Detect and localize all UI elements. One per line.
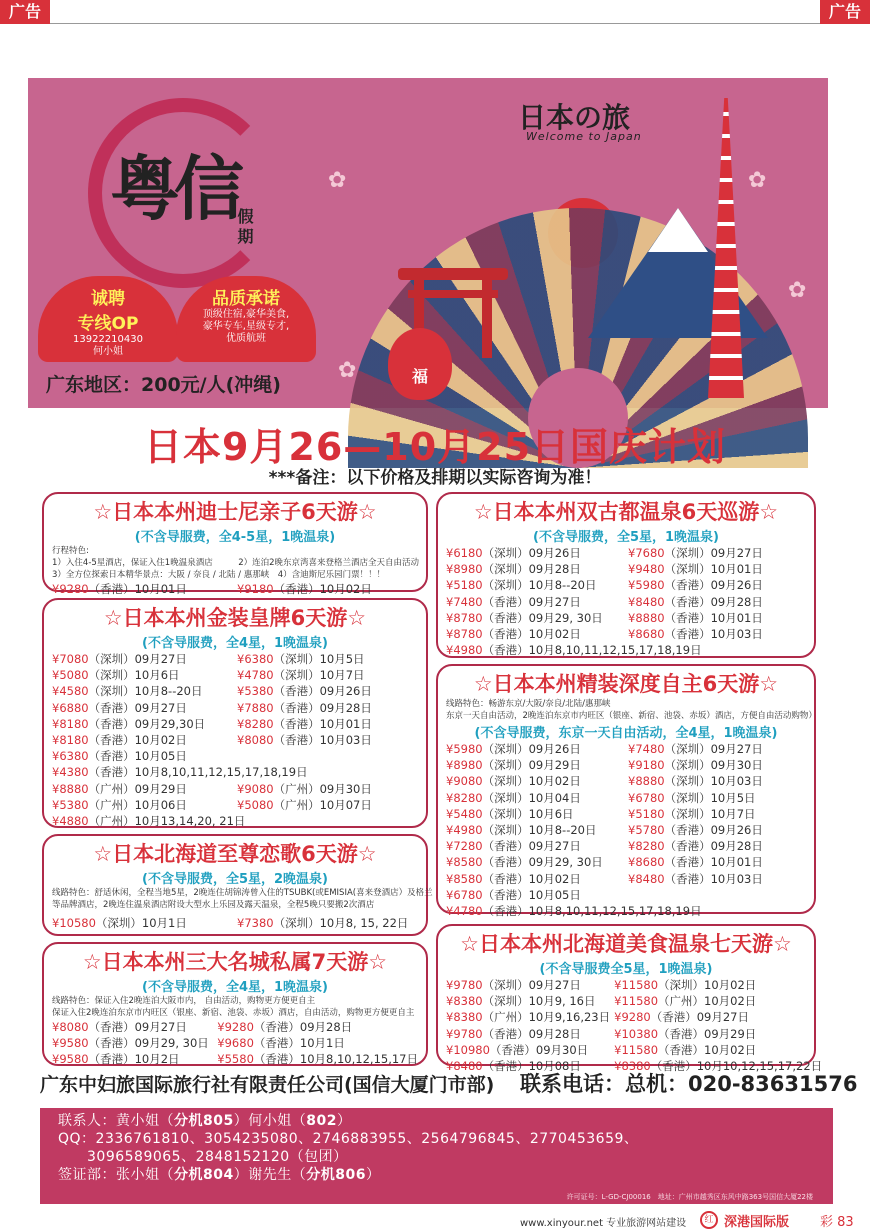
price-row xyxy=(237,732,418,748)
departure-date: （深圳）10月8, 15, 22日 xyxy=(273,916,409,930)
departure-date: （香港）09月28日 xyxy=(664,839,763,854)
price-row xyxy=(237,700,418,716)
contact-footer xyxy=(40,1108,833,1204)
departure-date: （深圳）09月30日 xyxy=(664,758,763,773)
qq-line: QQ：2336761810、3054235080、2746883955、2564796845、2770453659、 xyxy=(58,1131,639,1147)
price-row xyxy=(446,1026,610,1042)
price-row xyxy=(52,748,418,764)
departure-date: （香港）10月10,12,15,17,22日 xyxy=(650,1059,823,1074)
price-value: ¥6380 xyxy=(52,749,89,764)
price-list xyxy=(52,651,418,748)
price-value: ¥5980 xyxy=(628,578,665,593)
price-value: ¥5180 xyxy=(446,578,483,593)
price-value: ¥8880 xyxy=(52,781,89,796)
departure-date: （香港）09月27日 xyxy=(88,1020,187,1034)
departure-date: （深圳）09月27日 xyxy=(88,652,187,666)
price-row xyxy=(628,610,806,626)
departure-date: （香港）10月1日 xyxy=(253,1036,345,1051)
price-row xyxy=(628,626,806,642)
visa-line: 签证部：张小姐（分机804）谢先生（分机806） xyxy=(58,1167,381,1183)
card-title: ☆日本本州北海道美食温泉七天游☆ xyxy=(460,932,792,956)
price-value: ¥8280 xyxy=(446,790,483,805)
departure-date: （香港）10月02日 xyxy=(658,1042,757,1057)
price-row xyxy=(628,854,806,870)
departure-date: （深圳）10月8--20日 xyxy=(482,823,597,838)
card-castles xyxy=(42,942,428,1066)
price-value: ¥5380 xyxy=(52,797,89,812)
feature-text: 行程特色: xyxy=(52,546,89,556)
departure-date: （香港）10月8,10,11,12,15,17,18,19日 xyxy=(482,643,702,658)
price-row xyxy=(628,838,806,854)
card-disney xyxy=(42,492,428,596)
price-row xyxy=(628,773,806,789)
departure-date: （香港）10月01日 xyxy=(88,582,187,596)
price-row xyxy=(614,1009,822,1025)
price-value: ¥9680 xyxy=(217,1036,254,1051)
price-row xyxy=(446,822,624,838)
card-title: ☆日本本州三大名城私属7天游☆ xyxy=(82,950,388,974)
price-value: ¥8480 xyxy=(628,871,665,886)
departure-date: （香港）09月28日 xyxy=(273,700,372,715)
contact-line: 联系人：黄小姐（分机805）何小姐（802） xyxy=(58,1113,352,1129)
feature-text: 线路特色：保证入住2晚连泊大阪市内， 自由活动，购物更方便更自主 xyxy=(52,996,316,1006)
quality-badge: 品质承诺 顶级住宿,豪华美食, 豪华专车,星级专才, 优质航班 xyxy=(176,276,316,362)
price-row xyxy=(628,741,806,757)
price-list xyxy=(52,748,418,780)
departure-date: （广州）10月02日 xyxy=(658,994,757,1009)
price-value: ¥8080 xyxy=(237,733,274,748)
departure-date: （深圳）09月28日 xyxy=(482,562,581,577)
departure-date: （香港）09月27日 xyxy=(650,1010,749,1025)
price-value: ¥9280 xyxy=(217,1020,254,1034)
departure-date: （广州）09月29日 xyxy=(88,781,187,796)
price-value: ¥6780 xyxy=(628,790,665,805)
price-list xyxy=(52,1019,418,1068)
price-value: ¥5080 xyxy=(237,797,274,812)
price-row xyxy=(52,781,233,797)
departure-date: （香港）10月01日 xyxy=(664,855,763,870)
departure-date: （深圳）10月9, 16日 xyxy=(482,994,596,1009)
price-value: ¥10580 xyxy=(52,916,96,930)
price-row xyxy=(628,577,806,593)
sakura-icon: ✿ xyxy=(748,168,767,193)
price-value: ¥6380 xyxy=(237,652,274,666)
price-value: ¥4780 xyxy=(237,668,274,683)
price-value: ¥5780 xyxy=(628,823,665,838)
price-value: ¥6180 xyxy=(446,546,483,560)
price-row xyxy=(628,561,806,577)
page-footer xyxy=(0,1210,870,1230)
price-row xyxy=(446,610,624,626)
publication-name: 深港国际版 xyxy=(724,1215,790,1230)
snowcap-icon xyxy=(648,208,708,252)
ad-tag-left: 广告 xyxy=(0,0,50,24)
price-value: ¥4780 xyxy=(446,904,483,919)
price-value: ¥6880 xyxy=(52,700,89,715)
departure-date: （深圳）10月03日 xyxy=(664,774,763,789)
price-value: ¥8380 xyxy=(614,1059,651,1074)
price-value: ¥4880 xyxy=(52,814,89,829)
price-row xyxy=(52,813,418,829)
price-row xyxy=(52,1019,213,1035)
feature-text: 保证入住2晚连泊东京市内旺区（银座、新宿、池袋、赤坂）酒店，自由活动，购物更方便更自主 xyxy=(52,1008,415,1018)
price-value: ¥4380 xyxy=(52,765,89,780)
departure-date: （香港）09月27日 xyxy=(88,700,187,715)
price-value: ¥9780 xyxy=(446,978,483,992)
price-row xyxy=(628,806,806,822)
price-value: ¥7680 xyxy=(628,546,665,560)
price-value: ¥8380 xyxy=(446,994,483,1009)
region-price: 广东地区：200元/人(冲绳) xyxy=(46,374,281,396)
hero-banner xyxy=(28,78,828,408)
price-value: ¥8180 xyxy=(52,733,89,748)
departure-date: （广州）10月07日 xyxy=(273,797,372,812)
price-row xyxy=(446,594,624,610)
departure-date: （香港）10月2日 xyxy=(88,1052,180,1067)
price-value: ¥8380 xyxy=(446,1010,483,1025)
feature-text: 东京一天自由活动，2晚连泊东京市内旺区（银座、新宿、池袋、赤坂）酒店，方便自由活动购物） xyxy=(446,711,817,721)
feature-text: 线路特色：畅游东京/大阪/奈良/北陆/惠那峡 xyxy=(446,699,611,709)
feature-text: 1）入住4-5星酒店，保证入住1晚温泉酒店 2）连泊2晚东京湾喜来登格兰酒店全天自由活动 xyxy=(52,558,420,568)
price-row xyxy=(446,887,806,903)
contact-phone: 联系电话：总机：020-83631576 xyxy=(520,1072,858,1096)
card-title: ☆日本本州双古都温泉6天巡游☆ xyxy=(473,500,779,524)
price-row xyxy=(446,854,624,870)
price-value: ¥8480 xyxy=(628,594,665,609)
price-value: ¥4980 xyxy=(446,823,483,838)
daruma-icon: 福 xyxy=(388,328,452,400)
price-value: ¥9080 xyxy=(446,774,483,789)
price-row xyxy=(446,741,624,757)
departure-date: （香港）09月28日 xyxy=(664,594,763,609)
price-value: ¥9780 xyxy=(446,1026,483,1041)
price-list xyxy=(446,887,806,919)
price-row xyxy=(446,806,624,822)
price-value: ¥7480 xyxy=(446,594,483,609)
card-subtitle: (不含导服费，全4-5星，1晚温泉) xyxy=(134,530,336,545)
price-row xyxy=(237,581,418,597)
brand-logo-sub: 假期 xyxy=(235,208,254,248)
qq-line: 3096589065、2848152120（包团） xyxy=(58,1149,348,1165)
price-row xyxy=(446,626,624,642)
price-list xyxy=(52,581,418,597)
departure-date: （深圳）10月5日 xyxy=(273,652,365,666)
card-title: ☆日本本州精装深度自主6天游☆ xyxy=(473,672,779,696)
price-row xyxy=(628,822,806,838)
price-list xyxy=(446,741,806,887)
departure-date: （深圳）09月26日 xyxy=(482,742,581,756)
price-row xyxy=(237,651,418,667)
departure-date: （广州）10月06日 xyxy=(88,797,187,812)
price-list xyxy=(52,813,418,829)
price-value: ¥9280 xyxy=(614,1010,651,1025)
departure-date: （香港）10月8,10,11,12,15,17,18,19日 xyxy=(88,765,308,780)
card-title: ☆日本本州迪士尼亲子6天游☆ xyxy=(93,500,377,524)
departure-date: （香港）09月26日 xyxy=(664,823,763,838)
price-row xyxy=(628,545,806,561)
price-row xyxy=(446,1042,610,1058)
departure-date: （深圳）10月04日 xyxy=(482,790,581,805)
price-row xyxy=(52,700,233,716)
price-value: ¥8680 xyxy=(628,627,665,642)
feature-text: 3）全方位探索日本精华景点：大阪 / 奈良 / 北陆 / 惠那峡 4）含迪斯尼乐园门票！！！ xyxy=(52,570,386,580)
departure-date: （香港）09月27日 xyxy=(482,839,581,854)
price-row xyxy=(52,1051,213,1067)
price-row xyxy=(237,683,418,699)
departure-date: （深圳）10月02日 xyxy=(482,774,581,789)
card-onsen-cruise xyxy=(436,492,816,658)
departure-date: （深圳）10月5日 xyxy=(664,790,756,805)
price-value: ¥7880 xyxy=(237,700,274,715)
price-value: ¥8080 xyxy=(52,1020,89,1034)
price-value: ¥8580 xyxy=(446,855,483,870)
price-row xyxy=(628,594,806,610)
price-row xyxy=(237,915,418,931)
price-value: ¥6780 xyxy=(446,887,483,902)
departure-date: （深圳）10月6日 xyxy=(88,668,180,683)
company-name: 广东中妇旅国际旅行社有限责任公司(国信大厦门市部) xyxy=(40,1074,495,1096)
price-value: ¥7280 xyxy=(446,839,483,854)
price-value: ¥9180 xyxy=(237,582,274,596)
price-value: ¥9480 xyxy=(628,562,665,577)
price-row xyxy=(614,977,822,993)
departure-date: （深圳）10月7日 xyxy=(273,668,365,683)
price-note: ***备注：以下价格及排期以实际咨询为准！ xyxy=(268,468,602,488)
price-value: ¥5180 xyxy=(628,806,665,821)
brand-logo: 粤信 xyxy=(110,147,238,230)
price-value: ¥8180 xyxy=(52,716,89,731)
price-value: ¥4580 xyxy=(52,684,89,699)
price-row xyxy=(52,732,233,748)
price-row xyxy=(446,903,806,919)
price-value: ¥8580 xyxy=(446,871,483,886)
price-list xyxy=(446,545,806,642)
departure-date: （香港）09月28日 xyxy=(482,1026,581,1041)
card-subtitle: (不含导服费，全4星，1晚温泉) xyxy=(142,980,328,995)
price-value: ¥7080 xyxy=(52,652,89,666)
price-row xyxy=(217,1035,418,1051)
price-value: ¥5580 xyxy=(217,1052,254,1067)
price-row xyxy=(446,757,624,773)
price-row xyxy=(52,667,233,683)
price-row xyxy=(52,915,233,931)
departure-date: （广州）10月13,14,20, 21日 xyxy=(88,814,246,829)
departure-date: （香港）10月02日 xyxy=(273,582,372,596)
departure-date: （香港）09月28日 xyxy=(253,1020,353,1034)
departure-date: （香港）10月05日 xyxy=(88,749,187,764)
card-subtitle: (不含导服费，全5星，2晚温泉) xyxy=(142,872,328,887)
price-value: ¥4980 xyxy=(446,643,483,658)
price-row xyxy=(237,667,418,683)
departure-date: （香港）10月01日 xyxy=(273,716,372,731)
price-value: ¥5380 xyxy=(237,684,274,699)
departure-date: （香港）10月8,10,12,15,17日 xyxy=(253,1052,418,1067)
price-row xyxy=(52,797,233,813)
departure-date: （香港）10月02日 xyxy=(482,871,581,886)
departure-date: （香港）10月02日 xyxy=(88,733,187,748)
departure-date: （深圳）10月7日 xyxy=(664,806,756,821)
sakura-icon: ✿ xyxy=(788,278,807,303)
price-value: ¥8680 xyxy=(628,855,665,870)
price-list xyxy=(52,781,418,813)
price-row xyxy=(628,757,806,773)
departure-date: （深圳）10月8--20日 xyxy=(482,578,597,593)
departure-date: （香港）09月27日 xyxy=(482,594,581,609)
price-value: ¥5980 xyxy=(446,742,483,756)
departure-date: （广州）09月30日 xyxy=(273,781,372,796)
banner-welcome: Welcome to Japan xyxy=(526,130,642,143)
departure-date: （香港）10月08日 xyxy=(482,1059,581,1074)
card-gold xyxy=(42,598,428,828)
price-row xyxy=(446,642,806,658)
price-value: ¥8280 xyxy=(628,839,665,854)
license-address: 许可证号：L-GD-CJ00016 地址：广州市越秀区东风中路363号国信大厦22楼 xyxy=(566,1193,813,1201)
departure-date: （香港）10月01日 xyxy=(664,610,763,625)
price-row xyxy=(446,1009,610,1025)
departure-date: （深圳）09月27日 xyxy=(482,978,581,992)
price-row xyxy=(52,683,233,699)
ad-tag-right: 广告 xyxy=(820,0,870,24)
departure-date: （香港）09月29, 30日 xyxy=(482,610,603,625)
sakura-icon: ✿ xyxy=(328,168,347,193)
departure-date: （香港）10月03日 xyxy=(664,627,763,642)
price-list xyxy=(446,977,823,1074)
departure-date: （香港）09月29, 30日 xyxy=(482,855,603,870)
sakura-icon: ✿ xyxy=(338,358,357,383)
price-row xyxy=(237,781,418,797)
departure-date: （香港）10月05日 xyxy=(482,887,581,902)
departure-date: （香港）10月8,10,11,12,15,17,18,19日 xyxy=(482,904,702,919)
price-value: ¥7380 xyxy=(237,916,274,930)
departure-date: （香港）09月30日 xyxy=(489,1042,589,1057)
price-row xyxy=(52,581,233,597)
price-value: ¥9080 xyxy=(237,781,274,796)
card-subtitle: (不含导服费，全5星，1晚温泉) xyxy=(533,530,719,545)
departure-date: （深圳）09月29日 xyxy=(482,758,581,773)
card-gourmet xyxy=(436,924,823,1074)
website-link[interactable]: www.xinyour.net 专业旅游网站建设 xyxy=(520,1218,687,1229)
price-value: ¥8980 xyxy=(446,562,483,577)
publisher-logo-icon: 红 xyxy=(700,1211,718,1229)
price-value: ¥8980 xyxy=(446,758,483,773)
departure-date: （香港）10月02日 xyxy=(482,627,581,642)
departure-date: （深圳）09月26日 xyxy=(482,546,581,560)
price-value: ¥11580 xyxy=(614,978,659,992)
price-row xyxy=(446,977,610,993)
price-row xyxy=(628,790,806,806)
main-title: 日本9月26—10月25日国庆计划 xyxy=(143,425,727,469)
departure-date: （深圳）10月8--20日 xyxy=(88,684,203,699)
price-row xyxy=(628,871,806,887)
price-row xyxy=(52,651,233,667)
price-value: ¥11580 xyxy=(614,994,659,1009)
departure-date: （广州）10月9,16,23日 xyxy=(482,1010,611,1025)
price-value: ¥9580 xyxy=(52,1036,89,1051)
price-value: ¥8780 xyxy=(446,627,483,642)
card-subtitle: (不含导服费，全4星，1晚温泉) xyxy=(142,636,328,651)
departure-date: （香港）09月26日 xyxy=(664,578,763,593)
departure-date: （深圳）10月01日 xyxy=(664,562,763,577)
departure-date: （深圳）09月27日 xyxy=(664,546,763,560)
price-row xyxy=(446,545,624,561)
banner-title: 日本の旅 xyxy=(518,101,631,134)
price-row xyxy=(52,716,233,732)
price-row xyxy=(237,716,418,732)
card-hokkaido-love xyxy=(42,834,433,936)
departure-date: （香港）10月03日 xyxy=(273,733,372,748)
price-value: ¥9580 xyxy=(52,1052,89,1067)
price-row xyxy=(237,797,418,813)
feature-text: 线路特色：舒适休闲，全程当地5星，2晚连住胡锦涛曾入住的TSUBK(或EMISIA(喜来登酒店）及格兰 xyxy=(52,888,433,898)
card-subtitle: (不含导服费，东京一天自由活动，全4星，1晚温泉) xyxy=(474,726,778,741)
price-value: ¥5480 xyxy=(446,806,483,821)
price-row xyxy=(614,1042,822,1058)
card-title: ☆日本北海道至尊恋歌6天游☆ xyxy=(93,842,377,866)
price-row xyxy=(446,871,624,887)
card-title: ☆日本本州金装皇牌6天游☆ xyxy=(103,606,367,630)
price-row xyxy=(446,790,624,806)
top-divider xyxy=(50,23,820,24)
price-list xyxy=(446,642,806,658)
price-row xyxy=(614,1026,822,1042)
price-value: ¥8880 xyxy=(628,774,665,789)
price-row xyxy=(217,1019,418,1035)
departure-date: （香港）09月29日 xyxy=(658,1026,757,1041)
card-deep xyxy=(436,664,817,919)
departure-date: （深圳）10月6日 xyxy=(482,806,574,821)
departure-date: （香港）09月29, 30日 xyxy=(88,1036,209,1051)
departure-date: （深圳）10月1日 xyxy=(95,916,187,930)
price-row xyxy=(446,577,624,593)
price-value: ¥10380 xyxy=(614,1026,659,1041)
price-row xyxy=(614,993,822,1009)
page-number: 彩 83 xyxy=(820,1215,854,1230)
price-value: ¥7480 xyxy=(628,742,665,756)
price-value: ¥5080 xyxy=(52,668,89,683)
price-value: ¥8480 xyxy=(446,1059,483,1074)
price-value: ¥8780 xyxy=(446,610,483,625)
price-row xyxy=(446,838,624,854)
price-value: ¥9180 xyxy=(628,758,665,773)
price-list xyxy=(52,915,418,931)
price-value: ¥10980 xyxy=(446,1042,490,1057)
departure-date: （香港）09月26日 xyxy=(273,684,372,699)
price-row xyxy=(52,1035,213,1051)
price-row xyxy=(446,993,610,1009)
departure-date: （香港）09月29,30日 xyxy=(88,716,206,731)
price-row xyxy=(52,764,418,780)
feature-text: 等品牌酒店，2晚连住温泉酒店附设大型水上乐园及露天温泉，全程5晚只要搬2次酒店 xyxy=(52,900,375,910)
price-row xyxy=(446,561,624,577)
price-value: ¥8880 xyxy=(628,610,665,625)
departure-date: （深圳）10月02日 xyxy=(658,978,757,992)
price-row xyxy=(217,1051,418,1067)
hiring-badge: 诚聘 专线OP 13922210430 何小姐 xyxy=(38,276,178,362)
price-value: ¥11580 xyxy=(614,1042,659,1057)
card-subtitle: (不含导服费全5星，1晚温泉) xyxy=(539,962,713,977)
price-value: ¥8280 xyxy=(237,716,274,731)
departure-date: （深圳）09月27日 xyxy=(664,742,763,756)
departure-date: （香港）10月03日 xyxy=(664,871,763,886)
price-row xyxy=(446,773,624,789)
price-value: ¥9280 xyxy=(52,582,89,596)
